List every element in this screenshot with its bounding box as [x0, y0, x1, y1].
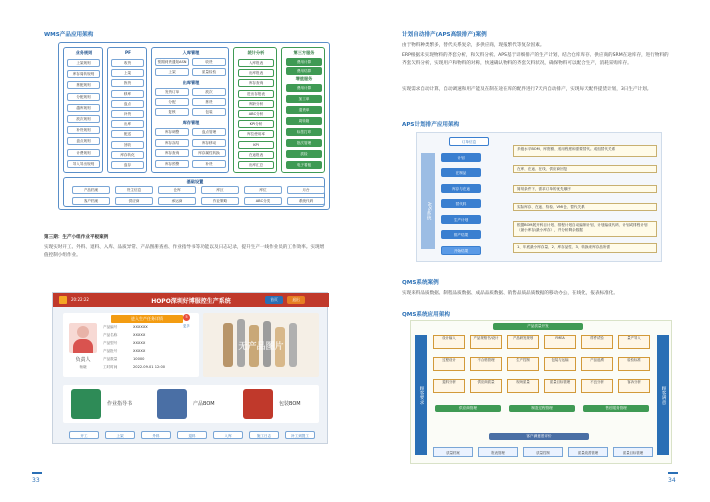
case-title: 第三期：生产小组作业平板案例: [44, 235, 109, 240]
wms-inventory-item: 库存查询: [155, 149, 189, 157]
wms-pf-item: 盘存: [111, 161, 144, 169]
aps-flow-step: 库存与在途: [441, 184, 481, 193]
wms-outbound-item: 分配: [155, 98, 189, 106]
task-card[interactable]: [63, 313, 199, 377]
wms-inventory-item: 库存移动: [192, 139, 226, 147]
tablet-screenshot: [52, 292, 328, 444]
qms-module-bar: 供应商管理: [435, 405, 501, 412]
tablet-tab[interactable]: 补工到提工: [285, 431, 315, 439]
field-label: 工时时间: [103, 365, 118, 369]
aps-desc-box: 在库、在途、在线、供应商回复: [513, 165, 657, 173]
aps-desc-box: 简易条件下，需求订单的优先顺序: [513, 185, 657, 193]
page-marker-left: [32, 472, 42, 474]
qms-cell: 设计输入: [433, 335, 465, 349]
role-label: 负责人: [75, 357, 91, 363]
wms-inbound-item: 预期到货通知ASN: [155, 58, 189, 66]
page-number-right: 34: [668, 477, 676, 484]
wms-col-services-header: 第三方服务: [293, 50, 315, 55]
wms-inventory-item: 盘点管理: [192, 128, 226, 136]
wms-col-rules-header: 业务规则: [75, 50, 93, 55]
wms-outbound-header: 出库管理: [182, 80, 200, 85]
wms-value-added-item: 标签打印: [286, 128, 322, 136]
wms-value-added-item: 电子看板: [286, 161, 322, 169]
aps-flow-step: 生产计划: [441, 215, 481, 224]
aps-arch-title: APS计划排产应用架构: [402, 122, 460, 128]
field-value: 2022.09.01 12:00: [133, 365, 166, 369]
qms-bottom-item: 质量控制: [523, 447, 563, 457]
qms-cell: 现场质量: [507, 379, 539, 393]
aps-text-2: ERP根据未实现物料的齐套分析，和欠料分析。APS基于详细排产的生产计划，结合仓库库存、供应商的SRM在途库存，进行物料的齐套欠料分析，实现用户和物料的对称，快速确认物料的齐套欠料状况，确保物料可以配合生产，消耗采购库存。: [402, 53, 669, 66]
qms-cell: 不良分析: [581, 379, 613, 393]
field-label: 产品数量: [103, 357, 118, 361]
field-value: 10000: [133, 357, 145, 361]
qms-cell: FMEA: [544, 335, 576, 349]
wms-rule-item: 导入导出规则: [67, 160, 100, 168]
more-link[interactable]: 更多: [183, 324, 190, 328]
module-product-bom[interactable]: 产品BOM: [193, 401, 215, 407]
wms-base-item: 客户档案: [72, 197, 110, 205]
wms-base-item: 月台: [287, 186, 325, 194]
logo-icon: [59, 296, 67, 304]
wms-stats-item: 进出存报表: [238, 90, 274, 98]
wms-outbound-item: 发货订单: [155, 88, 189, 96]
product-image: [203, 313, 319, 377]
qms-title: QMS系统案例: [402, 280, 439, 286]
wms-inbound-item: 收货: [192, 58, 226, 66]
qms-cell: 产品规格书/设计: [470, 335, 502, 349]
aps-flow-step: 计划: [441, 153, 481, 162]
tablet-title: HOPO深圳好博服控生产系统: [151, 298, 231, 305]
wms-base-item: 作业策略: [201, 197, 239, 205]
field-value: XXXXX: [133, 349, 146, 353]
page-number-left: 33: [32, 477, 40, 484]
aps-flow-step: 在制品: [441, 168, 481, 177]
book-icon: [71, 389, 101, 419]
wms-outbound-item: 复核: [155, 108, 189, 116]
wms-rule-item: 越库规则: [67, 104, 100, 112]
wms-pf-item: 上架: [111, 69, 144, 77]
aps-flow-step: 排产结果: [441, 230, 481, 239]
avatar-body-icon: [73, 339, 93, 353]
wms-pf-item: 库存转化: [111, 151, 144, 159]
wms-pf-item: 补货: [111, 110, 144, 118]
wms-stats-item: 库位使用率: [238, 130, 274, 138]
qms-cell: 客诉分析: [618, 379, 650, 393]
tablet-header: [53, 293, 329, 307]
wms-rule-item: 拣配规则: [67, 81, 100, 89]
aps-flow-step: 替代料: [441, 199, 481, 208]
wms-outbound-item: 包装: [192, 108, 226, 116]
wms-pf-item: 移库: [111, 90, 144, 98]
qms-bottom-item: 报表管理: [478, 447, 518, 457]
wms-pf-item: 盘点: [111, 100, 144, 108]
wms-outbound-item: 波次: [192, 88, 226, 96]
wms-inbound-header: 入库管理: [182, 50, 200, 55]
aps-text-1: 由于物料种类繁多，替代关系复杂，多供应商，现报繁代等复杂因素。: [402, 43, 545, 48]
qms-bottom-bar: 客户满意度评价: [489, 433, 589, 440]
home-button[interactable]: 首页: [265, 296, 283, 304]
aps-desc-box: 实际库存、在途、待检、VMI仓、替代关系: [513, 203, 657, 211]
qms-cell: 不合格管理: [470, 357, 502, 371]
wms-architecture-diagram: [58, 42, 330, 210]
wms-inbound-item: 质量检验: [192, 68, 226, 76]
wms-pf-item: 配送: [111, 130, 144, 138]
qms-cell: 样件试验: [581, 335, 613, 349]
wms-rule-item: 盘点规则: [67, 137, 100, 145]
wms-base-item: 承运商: [158, 197, 196, 205]
user-name: 杨晓: [79, 365, 87, 369]
aps-title: 计划自动排产(APS高级排产)案例: [402, 32, 487, 38]
field-label: 产品名称: [103, 333, 118, 337]
field-label: 产品编号: [103, 325, 118, 329]
wms-inventory-item: 库存预警: [155, 160, 189, 168]
aps-side-label: APS系统: [421, 153, 435, 249]
wms-value-added-item: 批次管理: [286, 139, 322, 147]
wms-base-item: 库位: [244, 186, 282, 194]
wms-base-item: 产品档案: [72, 186, 110, 194]
aps-desc-box: 1、年底最小库存量、2、库存品性、3、转换来库存品所需: [513, 243, 657, 253]
wms-base-item: 供应商: [115, 197, 153, 205]
wms-col-ops: [151, 47, 229, 173]
qms-bottom-item: 质量改善管理: [568, 447, 608, 457]
qms-bottom-item: 质量档案: [433, 447, 473, 457]
qms-arch-title: QMS系统应用架构: [402, 312, 450, 318]
wms-inventory-item: 库存冻结: [155, 139, 189, 147]
wms-rule-item: 补货规则: [67, 126, 100, 134]
aps-desc-box: 根据BOM展开科目计划、排程计划自动编制计划，计划编成代码、计划或排程计划（最小库存/最小库存），并分析剩余数据: [513, 221, 657, 237]
module-row: [63, 385, 319, 423]
wms-outbound-item: 拣货: [192, 98, 226, 106]
qms-cell: 产品追溯: [581, 357, 613, 371]
qms-cell: 过程设计: [433, 357, 465, 371]
field-label: 产品批号: [103, 349, 118, 353]
wms-value-added-item: 费用计算: [286, 84, 322, 92]
wms-pf-item: 回收: [111, 141, 144, 149]
qms-cell: 检验标准: [618, 357, 650, 371]
wms-inventory-item: 补货: [192, 160, 226, 168]
image-watermark: 无产品图片: [238, 342, 284, 352]
wms-stats-item: 出库汇总: [238, 161, 274, 169]
qms-bottom-item: 质量目标管理: [613, 447, 653, 457]
task-title: 进入生产任务详情: [111, 315, 183, 323]
wms-stats-item: 出库报表: [238, 69, 274, 77]
qms-left-label: 顾客要求: [415, 335, 427, 455]
bom-icon: [157, 389, 187, 419]
qms-diagram: [410, 320, 672, 464]
wms-rule-item: 波次规则: [67, 115, 100, 123]
wms-pf-item: 出库: [111, 120, 144, 128]
avatar-head-icon: [77, 326, 89, 338]
exit-button[interactable]: 退出: [287, 296, 305, 304]
wms-base-item: 货主信息: [115, 186, 153, 194]
aps-desc-box: 多级水平BOM、库资额、适用程度和需要替代。成组替代关系: [513, 145, 657, 157]
tablet-time: 20:22:22: [71, 297, 89, 302]
qms-cell: 产品研发规划: [507, 335, 539, 349]
wms-base-header: 基础设置: [186, 179, 204, 184]
wms-base-item: 系统代码: [287, 197, 325, 205]
avatar: [69, 323, 97, 353]
module-guide[interactable]: 作业指导书: [107, 401, 133, 407]
page-marker-right: [668, 472, 678, 474]
tablet-tab[interactable]: 外料: [141, 431, 171, 439]
wms-service-item: 费用计算: [286, 58, 322, 66]
field-value: XXXXX: [133, 341, 146, 345]
package-icon: [243, 389, 273, 419]
wms-value-added-header: 增值服务: [295, 76, 313, 81]
tablet-tab[interactable]: 上架: [105, 431, 135, 439]
wms-value-added-item: 周转箱: [286, 117, 322, 125]
qms-top-bar: 产品质量开发: [493, 323, 583, 330]
wms-value-added-item: 质检: [286, 150, 322, 158]
qms-cell: 退料分析: [433, 379, 465, 393]
wms-inventory-header: 库存管理: [182, 120, 200, 125]
wms-stats-item: 库存查询: [238, 79, 274, 87]
case-text: 实现实时开工、外料、退料、入库、品质异常、产品图册查看、作业指导书等功能以及日志记录，提升生产一线作业员的工作效率。实现增值控制小组作业。: [44, 245, 325, 258]
wms-col-stats: [233, 47, 277, 173]
wms-pf-item: 收货: [111, 59, 144, 67]
qms-right-label: 顾客满意: [657, 335, 669, 455]
wms-base-item: 仓库: [158, 186, 196, 194]
qms-module-bar: 制造过程管理: [509, 405, 575, 412]
qms-cell: 质量目标管理: [544, 379, 576, 393]
qms-cell: 量产导入: [618, 335, 650, 349]
qms-text: 实现来料品质数据、制程品质数据、成品品质数据、销售品质品质数据的移动办公，在线化，报表标准化。: [402, 291, 618, 296]
wms-inbound-item: 上架: [155, 68, 189, 76]
tablet-tab[interactable]: 施工日志: [249, 431, 279, 439]
wms-architecture-title: WMS产品应用架构: [44, 32, 94, 38]
wms-col-stats-header: 统计分析: [247, 50, 265, 55]
wms-base-settings: [63, 177, 325, 207]
wms-col-pf-header: PF: [125, 50, 131, 55]
qms-cell: 包装与运输: [544, 357, 576, 371]
field-value: XXXXX: [133, 333, 146, 337]
wms-inventory-item: 库存调整: [155, 128, 189, 136]
qms-cell: 生产控制: [507, 357, 539, 371]
field-value: XXXXXX: [133, 325, 148, 329]
wms-stats-item: KPI分析: [238, 120, 274, 128]
wms-service-item: 费用结算: [286, 67, 322, 75]
wms-rule-item: 上架规则: [67, 59, 100, 67]
task-badge: 5: [183, 314, 190, 321]
aps-diagram: [416, 132, 662, 262]
wms-stats-item: 库龄分析: [238, 100, 274, 108]
wms-rule-item: 计费规则: [67, 149, 100, 157]
tablet-tab[interactable]: 开工: [69, 431, 99, 439]
wms-col-pf: [107, 47, 147, 173]
qms-module-bar: 售后服务管理: [583, 405, 649, 412]
qms-cell: 供应商质量: [470, 379, 502, 393]
tablet-tab[interactable]: 入库: [213, 431, 243, 439]
aps-flow-step: 订单信息: [449, 137, 489, 146]
wms-stats-item: KPI: [238, 141, 274, 149]
wms-value-added-item: 加工单: [286, 95, 322, 103]
aps-text-3: 实现需求自动计算，自动调速和用产能及在制在途在库的配件进行7天内自动排产，实现每天配件提货计划，3日生产计划。: [402, 87, 652, 92]
wms-stats-item: ABC分析: [238, 110, 274, 118]
wms-base-item: 库区: [201, 186, 239, 194]
wms-col-services: [281, 47, 325, 173]
wms-base-item: ABC分类: [244, 197, 282, 205]
field-label: 产品型号: [103, 341, 118, 345]
wms-inventory-item: 库存属性转换: [192, 149, 226, 157]
wms-col-rules: [63, 47, 103, 173]
wms-stats-item: 入库报表: [238, 59, 274, 67]
wms-stats-item: 在途报表: [238, 151, 274, 159]
wms-value-added-item: 退货单: [286, 106, 322, 114]
module-package-bom[interactable]: 包装BOM: [279, 401, 301, 407]
wms-rule-item: 库存周转规则: [67, 70, 100, 78]
wms-rule-item: 分配规则: [67, 93, 100, 101]
aps-flow-step: 开始结果: [441, 246, 481, 255]
tablet-tab[interactable]: 退料: [177, 431, 207, 439]
wms-pf-item: 拣货: [111, 79, 144, 87]
